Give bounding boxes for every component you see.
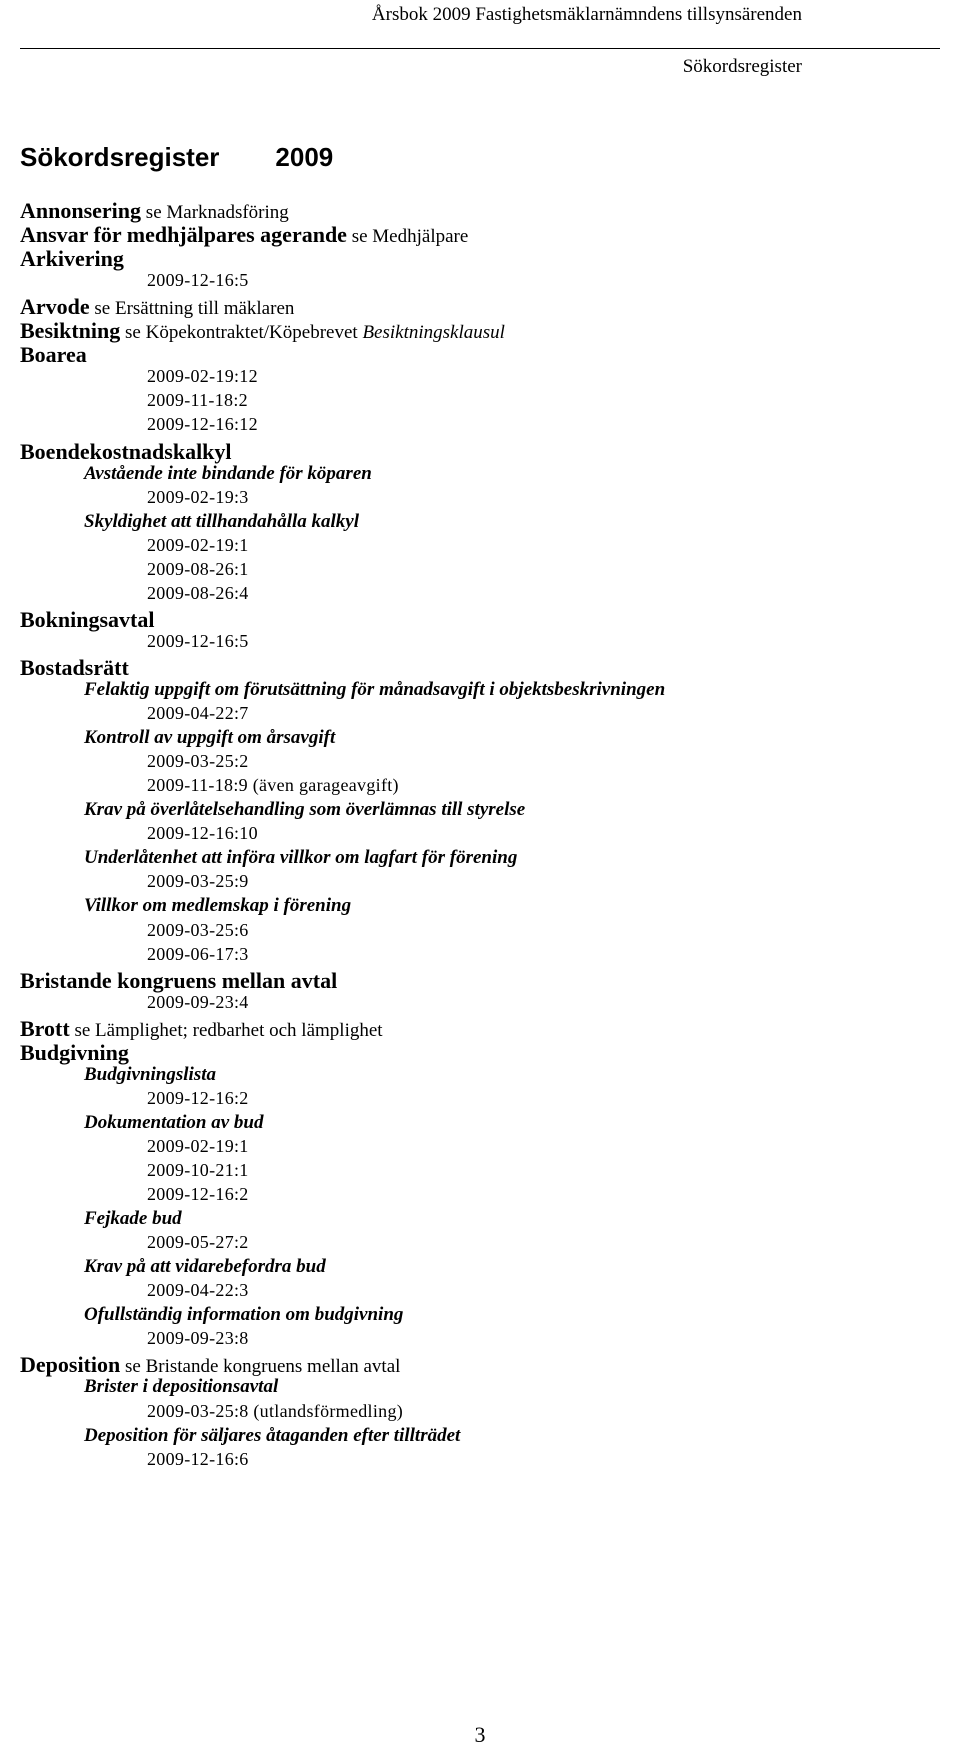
page-title-year: 2009 xyxy=(275,142,334,172)
index-term-label: Bostadsrätt xyxy=(20,654,129,680)
index-subterm: Dokumentation av bud xyxy=(84,1111,264,1133)
case-reference: 2009-02-19:1 xyxy=(147,534,249,555)
case-reference: 2009-09-23:4 xyxy=(147,991,249,1012)
index-subterm: Skyldighet att tillhandahålla kalkyl xyxy=(84,510,360,532)
index-term-label: Besiktning xyxy=(20,318,121,344)
index-term-label: Deposition xyxy=(20,1352,121,1378)
index-subterm: Ofullständig information om budgivning xyxy=(84,1304,404,1326)
index-term xyxy=(20,318,505,344)
case-reference: 2009-03-25:6 xyxy=(147,919,249,940)
header-rule xyxy=(20,48,940,49)
case-reference: 2009-12-16:5 xyxy=(147,630,249,651)
index-term xyxy=(20,1016,383,1042)
case-reference: 2009-04-22:7 xyxy=(147,703,249,724)
index-term-label: Bristande kongruens mellan avtal xyxy=(20,967,338,993)
see-reference: se Ersättning till mäklaren xyxy=(89,298,295,320)
running-header-title: Årsbok 2009 Fastighetsmäklarnämndens tillsynsärenden xyxy=(371,4,802,25)
index-term-label: Boendekostnadskalkyl xyxy=(20,438,232,464)
case-reference: 2009-10-21:1 xyxy=(147,1160,249,1180)
index-term xyxy=(20,342,87,368)
index-term xyxy=(20,294,294,320)
case-reference: 2009-02-19:3 xyxy=(147,486,249,507)
index-subterm: Kontroll av uppgift om årsavgift xyxy=(84,727,336,749)
case-reference: 2009-11-18:2 xyxy=(147,390,248,411)
case-reference: 2009-04-22:3 xyxy=(147,1280,249,1301)
index-term xyxy=(20,1040,129,1066)
index-subterm: Krav på överlåtelsehandling som överlämnas till styrelse xyxy=(84,799,526,821)
case-reference: 2009-05-27:2 xyxy=(147,1232,249,1253)
index-term xyxy=(20,1352,400,1378)
index-term xyxy=(20,246,124,272)
page-title-text: Sökordsregister xyxy=(20,142,220,172)
index-term-label: Brott xyxy=(20,1015,70,1041)
index-subterm: Fejkade bud xyxy=(84,1208,182,1230)
case-reference: 2009-12-16:10 xyxy=(147,823,258,844)
index-subterm: Felaktig uppgift om förutsättning för månadsavgift i objektsbeskrivningen xyxy=(84,679,666,700)
case-reference: 2009-03-25:2 xyxy=(147,751,249,772)
running-header-subtitle: Sökordsregister xyxy=(682,56,802,77)
page-number: 3 xyxy=(474,1722,486,1747)
index-term-label: Boarea xyxy=(20,342,87,368)
index-term xyxy=(20,439,232,465)
index-subterm: Krav på att vidarebefordra bud xyxy=(84,1256,326,1278)
index-subterm: Deposition för säljares åtaganden efter tillträdet xyxy=(84,1424,461,1446)
case-reference: 2009-12-16:2 xyxy=(147,1087,249,1108)
case-reference: 2009-06-17:3 xyxy=(147,943,249,964)
case-reference: 2009-02-19:1 xyxy=(147,1135,249,1156)
index-term-label: Ansvar för medhjälpares agerande xyxy=(20,222,347,248)
index-subterm: Budgivningslista xyxy=(84,1063,216,1085)
see-reference: se Lämplighet; redbarhet och lämplighet xyxy=(69,1019,383,1041)
index-term xyxy=(20,198,289,224)
index-term xyxy=(20,607,155,633)
index-subterm: Villkor om medlemskap i förening xyxy=(84,895,352,917)
index-subterm: Brister i depositionsavtal xyxy=(84,1376,279,1398)
case-reference: 2009-03-25:8 (utlandsförmedling) xyxy=(147,1400,404,1421)
see-reference-subtopic: Besiktningsklausul xyxy=(357,322,505,344)
case-reference: 2009-03-25:9 xyxy=(147,871,249,892)
case-reference: 2009-12-16:6 xyxy=(147,1448,249,1469)
case-reference: 2009-09-23:8 xyxy=(147,1328,249,1349)
case-reference: 2009-11-18:9 (även garageavgift) xyxy=(147,775,399,796)
index-term xyxy=(20,222,468,248)
index-subterm: Underlåtenhet att införa villkor om lagfart för förening xyxy=(84,847,518,869)
case-reference: 2009-08-26:1 xyxy=(147,558,249,579)
index-term xyxy=(20,655,129,681)
index-term-label: Bokningsavtal xyxy=(20,606,155,632)
case-reference: 2009-12-16:5 xyxy=(147,270,249,291)
index-term-label: Arkivering xyxy=(20,246,124,272)
page-title xyxy=(20,142,333,173)
index-term-label: Annonsering xyxy=(20,198,142,223)
index-subterm: Avstående inte bindande för köparen xyxy=(84,462,372,484)
see-reference: se Marknadsföring xyxy=(141,202,289,223)
index-term-label: Arvode xyxy=(20,294,90,320)
case-reference: 2009-12-16:12 xyxy=(147,414,258,435)
index-term xyxy=(20,968,337,994)
case-reference: 2009-02-19:12 xyxy=(147,366,258,387)
case-reference: 2009-08-26:4 xyxy=(147,582,249,603)
see-reference: se Bristande kongruens mellan avtal xyxy=(120,1356,401,1378)
see-reference: se Köpekontraktet/Köpebrevet xyxy=(120,322,358,344)
see-reference: se Medhjälpare xyxy=(346,226,469,248)
case-reference: 2009-12-16:2 xyxy=(147,1184,249,1205)
index-term-label: Budgivning xyxy=(20,1039,129,1065)
